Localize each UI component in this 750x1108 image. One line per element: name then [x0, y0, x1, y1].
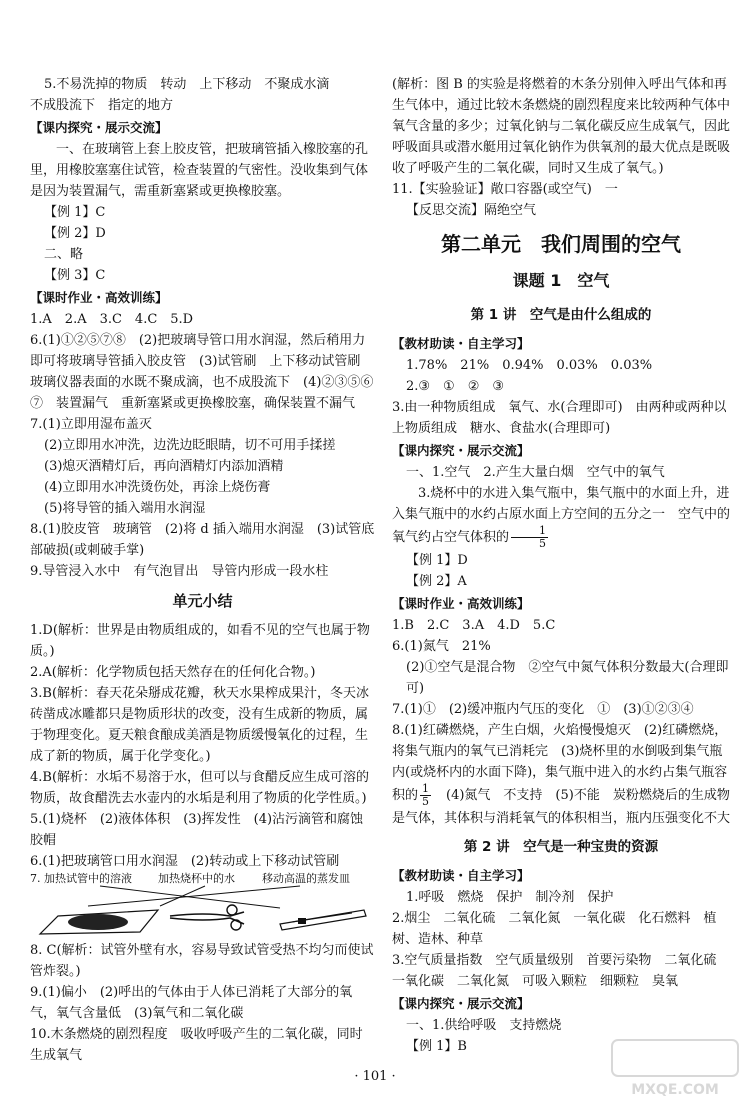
- answer-line: (3)熄灭酒精灯后，再向酒精灯内添加酒精: [44, 459, 284, 474]
- left-column: [30, 74, 375, 1066]
- right-column: [392, 74, 730, 1057]
- section-header: 【课时作业・高效训练】: [30, 290, 168, 305]
- talk-title: 第 1 讲 空气是由什么组成的: [470, 307, 652, 323]
- example-answer: 【例 2】A: [406, 574, 467, 589]
- answer-paragraph: 8.(1)胶皮管 玻璃管 (2)将 d 插入端用水润湿 (3)试管底部破损(或刺破手掌): [30, 522, 375, 558]
- answer-line: 1.呼吸 燃烧 保护 制冷剂 保护: [406, 890, 614, 905]
- summary-answer: 6.(1)把玻璃管口用水润湿 (2)转动或上下移动试管刷: [30, 854, 340, 869]
- answer-line: 6.(1)氮气 21%: [392, 639, 491, 654]
- section-header: 【课内探究・展示交流】: [30, 120, 168, 135]
- summary-answer: 4.B(解析：水垢不易溶于水，但可以与食醋反应生成可溶的物质，故食醋洗去水壶内的水垢是利用了物质的化学性质。): [30, 770, 370, 806]
- answer-line: 9.导管浸入水中 有气泡冒出 导管内形成一段水柱: [30, 564, 329, 579]
- answer-paragraph: 3.由一种物质组成 氧气、水(合理即可) 由两种或两种以上物质组成 糖水、食盐水(合理即可): [392, 400, 727, 436]
- answer-paragraph: 3.空气质量指数 空气质量级别 首要污染物 二氧化硫 一氧化碳 二氧化氮 可吸入颗粒 细颗粒 臭氧: [392, 953, 730, 989]
- lesson-title: 课题 1 空气: [512, 271, 610, 290]
- summary-answer: 8. C(解析：试管外壁有水，容易导致试管受热不均匀而使试管炸裂。): [30, 943, 374, 979]
- watermark-logo: [610, 1038, 740, 1100]
- watermark-text: MXQE.COM: [631, 1082, 719, 1098]
- fraction: [511, 525, 548, 550]
- test-tube-holder-icon: [280, 910, 366, 930]
- answer-line: (2)立即用水冲洗，边洗边眨眼睛，切不可用手揉搓: [44, 438, 336, 453]
- answer-line: 一、1.供给呼吸 支持燃烧: [406, 1018, 562, 1033]
- answer-paragraph: [392, 720, 730, 829]
- answer-line: 7.(1)立即用湿布盖灭: [30, 417, 152, 432]
- fraction-numerator: 1: [422, 782, 430, 795]
- answer-line: 1.78% 21% 0.94% 0.03% 0.03%: [406, 358, 653, 373]
- section-header: 【课内探究・展示交流】: [392, 996, 530, 1011]
- answer-line: 5.不易洗掉的物质 转动 上下移动 不聚成水滴: [44, 77, 330, 92]
- fraction-denominator: 5: [539, 537, 547, 550]
- answer-text: 8.(1)红磷燃烧，产生白烟，火焰慢慢熄灭 (2)红磷燃烧，将集气瓶内的氧气已消耗完 (3)烧杯里的水倒吸到集气瓶内(或烧杯内的水面下降)，集气瓶中进入的水约占集气瓶容积的: [392, 723, 728, 803]
- answer-line: (2)①空气是混合物 ②空气中氮气体积分数最大(合理即可): [406, 660, 729, 696]
- answer-line: 二、略: [44, 247, 84, 262]
- answer-line: 【反思交流】隔绝空气: [406, 203, 537, 218]
- summary-answer: 2.A(解析：化学物质包括天然存在的任何化合物。): [30, 665, 316, 680]
- unit-title: 第二单元 我们周围的空气: [441, 232, 681, 256]
- summary-answer: 5.(1)烧杯 (2)液体体积 (3)挥发性 (4)沾污滴管和腐蚀胶帽: [30, 812, 364, 848]
- answer-line: 一、1.空气 2.产生大量白烟 空气中的氧气: [406, 465, 665, 480]
- example-answer: 【例 2】D: [44, 226, 106, 241]
- answer-paragraph: [392, 483, 730, 550]
- answer-line: 11.【实验验证】敞口容器(或空气) 一: [392, 182, 618, 197]
- answer-paragraph: 2.烟尘 二氧化硫 二氧化氮 一氧化碳 化石燃料 植树、造林、种草: [392, 911, 717, 947]
- answer-line: 1.B 2.C 3.A 4.D 5.C: [392, 618, 556, 633]
- answer-line: (5)将导管的插入端用水润湿: [44, 501, 206, 516]
- section-header: 【教材助读・自主学习】: [392, 868, 530, 883]
- summary-answer: 3.B(解析：春天花朵掰成花瓣，秋天水果榨成果汁，冬天冰砖凿成冰雕都只是物质形状的改变，没有生成新的物质，属于物理变化。夏天粮食酿成美酒是物质缓慢氧化的过程，生成了新的物质，属于化学变化。): [30, 686, 370, 764]
- fraction-denominator: 5: [422, 795, 430, 808]
- answer-line: 不成股流下 指定的地方: [30, 98, 174, 113]
- lab-tools-illustration: [30, 872, 375, 936]
- example-answer: 【例 1】D: [406, 553, 468, 568]
- answer-line: 1.A 2.A 3.C 4.C 5.D: [30, 312, 194, 327]
- page-number: · 101 ·: [354, 1069, 396, 1084]
- fraction: [420, 783, 431, 808]
- example-answer: 【例 1】B: [406, 1039, 467, 1054]
- example-answer: 【例 1】C: [44, 205, 106, 220]
- summary-answer: 10.木条燃烧的剧烈程度 吸收呼吸产生的二氧化碳，同时生成氧气: [30, 1027, 363, 1063]
- answer-paragraph: (解析：图 B 的实验是将燃着的木条分别伸入呼出气体和再生气体中，通过比较木条燃烧的剧烈程度来比较两种气体中氧气含量的多少；过氧化钠与二氧化碳反应生成氧气，因此呼吸面具或潜水艇用过氧化钠作为供氧剂的最大优点是既吸收了呼吸产生的二氧化碳，同时又生成了氧气。): [392, 77, 731, 176]
- figure-label: 7. 加热试管中的溶液: [30, 872, 132, 885]
- lab-figure: [30, 872, 375, 936]
- section-header: 【课内探究・展示交流】: [392, 443, 530, 458]
- answer-paragraph: 一、在玻璃管上套上胶皮管，把玻璃管插入橡胶塞的孔里，用橡胶塞塞住试管，检查装置的气密性。没收集到气体是因为装置漏气，需重新塞紧或更换橡胶塞。: [30, 142, 369, 199]
- answer-line: 2.③ ① ② ③: [406, 379, 505, 394]
- talk-title: 第 2 讲 空气是一种宝贵的资源: [463, 839, 659, 855]
- summary-answer: 1.D(解析：世界是由物质组成的，如看不见的空气也属于物质。): [30, 623, 370, 659]
- figure-label: 加热烧杯中的水: [158, 872, 235, 885]
- answer-line: 7.(1)① (2)缓冲瓶内气压的变化 ① (3)①②③④: [392, 702, 694, 717]
- section-header: 【教材助读・自主学习】: [392, 336, 530, 351]
- answer-paragraph: 6.(1)①②⑤⑦⑧ (2)把玻璃导管口用水润湿，然后稍用力即可将玻璃导管插入胶皮管 (3)试管刷 上下移动试管刷 玻璃仪器表面的水既不聚成滴，也不成股流下 (4)②③⑤⑥⑦ 装置漏气 重新塞紧或更换橡胶塞，确保装置不漏气: [30, 333, 374, 411]
- summary-title: 单元小结: [172, 592, 233, 610]
- answer-line: (4)立即用水冲洗烫伤处，再涂上烧伤膏: [44, 480, 271, 495]
- section-header: 【课时作业・高效训练】: [392, 596, 530, 611]
- answer-text: (4)氮气 不支持 (5)不能 炭粉燃烧后的生成物是气体，其体积与消耗氧气的体积相当，瓶内压强变化不大: [392, 788, 731, 826]
- figure-label: 移动高温的蒸发皿: [262, 872, 350, 885]
- tongs-icon: [170, 912, 244, 924]
- answer-text: 3.烧杯中的水进入集气瓶中，集气瓶中的水面上升，进入集气瓶中的水约占原水面上方空间的五分之一 空气中的氧气约占空气体积的: [392, 486, 731, 545]
- summary-answer: 9.(1)偏小 (2)呼出的气体由于人体已消耗了大部分的氧气，氧气含量低 (3)氧气和二氧化碳: [30, 985, 353, 1021]
- example-answer: 【例 3】C: [44, 268, 106, 283]
- fraction-numerator: 1: [511, 525, 548, 538]
